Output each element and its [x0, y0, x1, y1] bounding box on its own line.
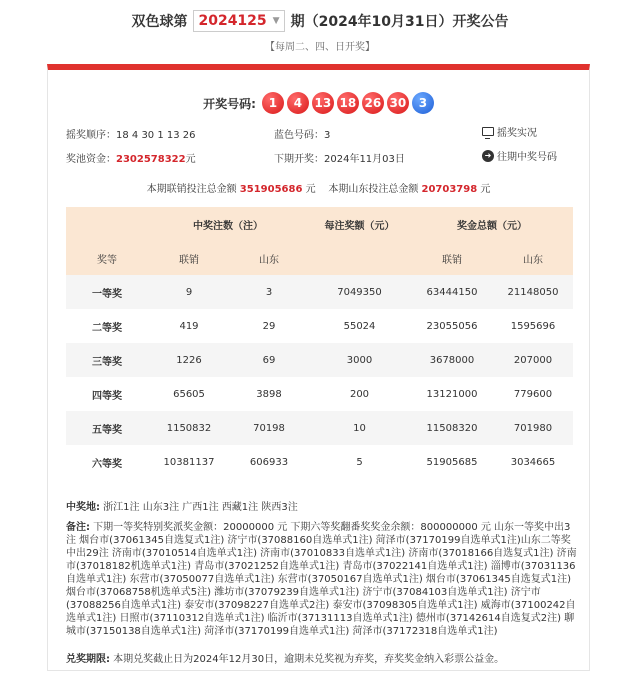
red-ball: 18 [337, 92, 359, 114]
header-count: 中奖注数（注） [148, 207, 308, 241]
prize-level: 三等奖 [66, 343, 148, 377]
prize-level: 一等奖 [66, 275, 148, 309]
local-sales-unit: 元 [480, 184, 491, 195]
next-value: 2024年11月03日 [324, 154, 405, 165]
col-level: 奖等 [66, 241, 148, 275]
win-area-label: 中奖地: [66, 502, 100, 513]
remarks [66, 521, 578, 638]
local-total: 207000 [493, 343, 573, 377]
national-count: 1150832 [148, 411, 230, 445]
sales-summary [48, 180, 589, 195]
draw-schedule: 【每周二、四、日开奖】 [265, 42, 375, 53]
per-prize-amount: 200 [308, 377, 411, 411]
per-prize-amount: 3000 [308, 343, 411, 377]
local-count: 3898 [230, 377, 308, 411]
numbers-label: 开奖号码: [203, 96, 256, 111]
redeem-text: 本期兑奖截止日为2024年12月30日，逾期未兑奖视为弃奖，弃奖奖金纳入彩票公益金。 [110, 654, 505, 665]
local-count: 29 [230, 309, 308, 343]
national-count: 1226 [148, 343, 230, 377]
prize-table [66, 207, 573, 479]
table-row [66, 275, 573, 309]
notes-text: 下期一等奖特别奖派奖金额：20000000 元 下期六等奖翻番奖奖金余额：800000000 元 山东一等奖中出3注 烟台市(37061345自选复式1注) 济宁市(37088160自选单式1注) 菏泽市(37170199自选单式1注)山东二等奖中出29注 济南市(37010514自选单式1注) 济南市(37010833自选单式1注) 济南市(37018166自选复式1注) 济南市(37018182机选单式1注) 青岛市(37021252自选单式1注) 青岛市(37022141自选单式1注) 淄博市(37031136自选单式1注) 东营市(37050077自选单式1注) 东营市(37050167自选单式1注) 烟台市(37061345自选复式1注) 烟台市(37068758机选单式5注) 潍坊市(37079239自选单式1注) 济宁市(37084103自选单式1注) 济宁市(37088256自选单式1注) 泰安市(37098227自选单式2注) 泰安市(37098305自选单式1注) 威海市(37100242自选单式1注) 日照市(37110312自选单式1注) 临沂市(37131113自选单式1注) 德州市(37142614自选复式2注) 聊城市(37150138自选单式1注) 菏泽市(37170199自选单式1注) 菏泽市(37172318自选单式1注) [66, 522, 577, 637]
result-card [47, 64, 590, 671]
prize-level: 五等奖 [66, 411, 148, 445]
local-total: 1595696 [493, 309, 573, 343]
prize-pool [66, 150, 196, 165]
page-title [0, 10, 640, 32]
col-national-total: 联销 [411, 241, 493, 275]
history-link[interactable] [482, 148, 557, 163]
red-ball: 1 [262, 92, 284, 114]
blue-number-text: 蓝色号码：3 [274, 130, 331, 141]
national-total: 51905685 [411, 445, 493, 479]
national-count: 10381137 [148, 445, 230, 479]
pool-unit: 元 [185, 154, 196, 165]
chevron-down-icon: ▼ [272, 16, 280, 26]
monitor-icon [482, 127, 494, 136]
per-prize-amount: 5 [308, 445, 411, 479]
replay-label: 摇奖实况 [497, 128, 537, 139]
national-count: 419 [148, 309, 230, 343]
winning-numbers [48, 92, 589, 114]
pool-value: 2302578322 [116, 154, 186, 165]
red-ball: 30 [387, 92, 409, 114]
national-total: 23055056 [411, 309, 493, 343]
announcement-header [0, 10, 640, 53]
table-header-blank [66, 207, 148, 241]
local-sales-label: 本期山东投注总金额 [328, 184, 419, 195]
prize-level: 四等奖 [66, 377, 148, 411]
national-total: 13121000 [411, 377, 493, 411]
pool-label: 奖池资金： [66, 154, 116, 165]
national-total: 63444150 [411, 275, 493, 309]
prize-level: 二等奖 [66, 309, 148, 343]
win-area-text: 浙江1注 山东3注 广西1注 西藏1注 陕西3注 [100, 502, 298, 513]
table-row [66, 411, 573, 445]
col-national: 联销 [148, 241, 230, 275]
red-ball: 26 [362, 92, 384, 114]
local-count: 606933 [230, 445, 308, 479]
national-count: 65605 [148, 377, 230, 411]
redemption-deadline [66, 650, 578, 665]
blue-ball: 3 [412, 92, 434, 114]
local-total: 779600 [493, 377, 573, 411]
issue-select[interactable] [193, 10, 284, 32]
col-local: 山东 [230, 241, 308, 275]
local-count: 69 [230, 343, 308, 377]
prize-level: 六等奖 [66, 445, 148, 479]
national-total: 3678000 [411, 343, 493, 377]
table-row [66, 343, 573, 377]
local-sales-value: 20703798 [421, 184, 478, 195]
col-amount-blank [308, 241, 411, 275]
title-suffix: 期（2024年10月31日）开奖公告 [290, 14, 509, 30]
arrow-right-circle-icon: ➜ [482, 150, 494, 162]
local-total: 701980 [493, 411, 573, 445]
national-sales-unit: 元 [305, 184, 316, 195]
title-prefix: 双色球第 [131, 14, 188, 30]
winning-regions [66, 498, 298, 513]
issue-number: 2024125 [198, 13, 267, 29]
national-count: 9 [148, 275, 230, 309]
per-prize-amount: 7049350 [308, 275, 411, 309]
header-amount: 每注奖额（元） [308, 207, 411, 241]
national-sales-value: 351905686 [239, 184, 303, 195]
history-label: 往期中奖号码 [497, 152, 557, 163]
national-sales-label: 本期联销投注总金额 [146, 184, 237, 195]
per-prize-amount: 10 [308, 411, 411, 445]
local-count: 3 [230, 275, 308, 309]
replay-link[interactable] [482, 124, 537, 139]
notes-label: 备注: [66, 522, 90, 533]
header-total: 奖金总额（元） [411, 207, 573, 241]
red-ball: 4 [287, 92, 309, 114]
redeem-label: 兑奖期限: [66, 654, 110, 665]
local-total: 21148050 [493, 275, 573, 309]
red-ball: 13 [312, 92, 334, 114]
col-local-total: 山东 [493, 241, 573, 275]
national-total: 11508320 [411, 411, 493, 445]
next-label: 下期开奖： [274, 154, 324, 165]
local-total: 3034665 [493, 445, 573, 479]
next-draw [274, 150, 405, 165]
table-row [66, 377, 573, 411]
per-prize-amount: 55024 [308, 309, 411, 343]
table-row [66, 445, 573, 479]
table-row [66, 309, 573, 343]
draw-order: 摇奖顺序：18 4 30 1 13 26 [66, 130, 196, 141]
local-count: 70198 [230, 411, 308, 445]
